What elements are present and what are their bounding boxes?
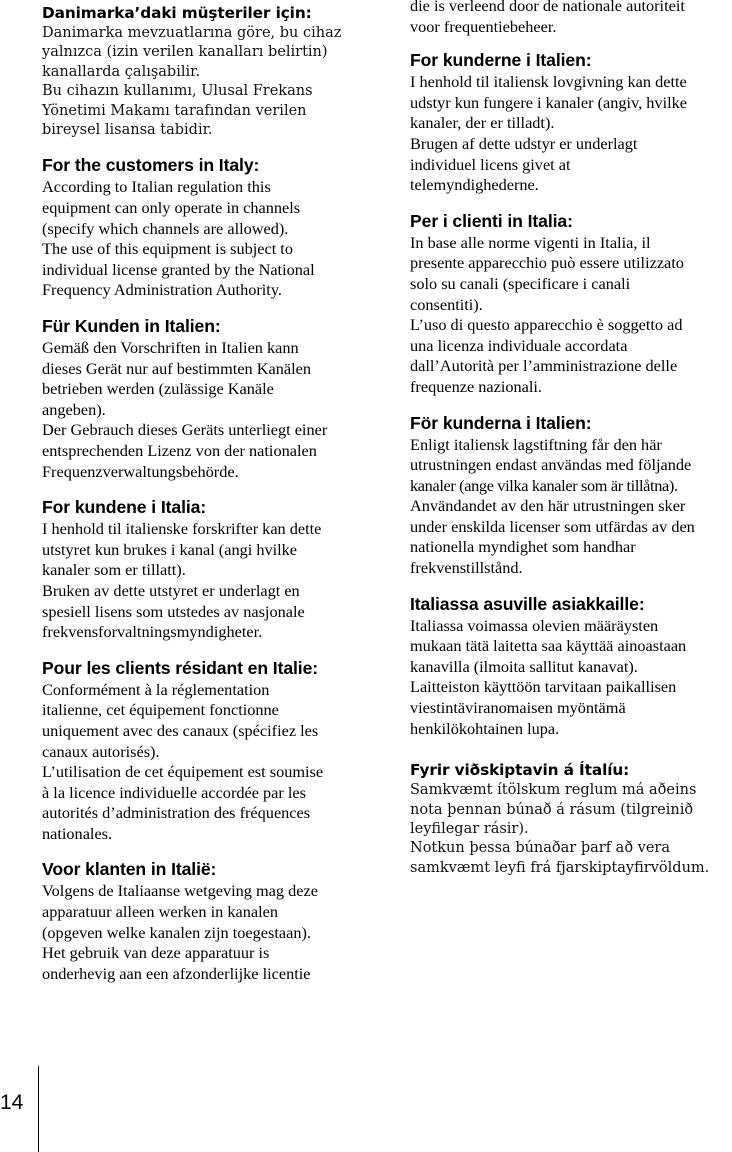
section-italy-fi	[410, 593, 732, 740]
body-line: viestintäviranomaisen myöntämä	[410, 698, 626, 718]
body-line: voor frequentiebeheer.	[410, 16, 557, 36]
section-title: For kunderne i Italien:	[410, 50, 592, 71]
body-line: henkilökohtainen lupa.	[410, 718, 560, 738]
section-title: Pour les clients résidant en Italie:	[42, 657, 319, 678]
body-line: nota þennan búnað á rásum (tilgreinið	[410, 801, 694, 818]
section-title: Per i clienti in Italia:	[410, 210, 573, 231]
section-italy-nl	[42, 858, 370, 984]
body-line: I henhold til italienske forskrifter kan dette	[42, 519, 322, 539]
body-line: spesiell lisens som utstedes av nasjonale	[42, 601, 305, 621]
body-line: utrustningen endast användas med följande	[410, 455, 692, 475]
body-line: consentiti).	[410, 294, 483, 314]
body-line: equipment can only operate in channels	[42, 198, 301, 218]
body-line: individuel licens givet at	[410, 154, 571, 174]
section-italy-nl-continued	[410, 0, 732, 37]
body-line: betrieben werden (zulässige Kanäle	[42, 379, 274, 399]
body-line: angeben).	[42, 399, 106, 419]
section-italy-is	[410, 761, 732, 878]
body-line: onderhevig aan een afzonderlijke licentie	[42, 963, 311, 983]
body-line: According to Italian regulation this	[42, 177, 271, 197]
body-line: Der Gebrauch dieses Geräts unterliegt einer	[42, 420, 328, 440]
body-line: à la licence individuelle accordée par les	[42, 782, 306, 802]
right-column	[410, 0, 732, 892]
section-title: Voor klanten in Italië:	[42, 859, 217, 880]
body-line: L’utilisation de cet équipement est soumise	[42, 762, 324, 782]
section-title: For the customers in Italy:	[42, 155, 260, 176]
body-line: Het gebruik van deze apparatuur is	[42, 943, 270, 963]
body-line: Danimarka mevzuatlarına göre, bu cihaz	[42, 25, 342, 41]
body-line: under enskilda licenser som utfärdas av den	[410, 516, 695, 536]
body-line: presente apparecchio può essere utilizzato	[410, 253, 684, 273]
body-line: frequenze nazionali.	[410, 376, 542, 396]
body-line: (specify which channels are allowed).	[42, 218, 289, 238]
body-line: apparatuur alleen werken in kanalen	[42, 902, 278, 922]
section-italy-da	[410, 49, 732, 196]
body-line: autorités d’administration des fréquences	[42, 803, 311, 823]
body-line: kanaler som er tillatt).	[42, 560, 186, 580]
body-line: Italiassa voimassa olevien määräysten	[410, 615, 659, 635]
body-line: Notkun þessa búnaðar þarf að vera	[410, 840, 671, 857]
body-line: utstyret kun brukes i kanal (angi hvilke	[42, 539, 298, 559]
body-line: udstyr kun fungere i kanaler (angiv, hvilke	[410, 92, 687, 112]
body-line: Frequency Administration Authority.	[42, 280, 282, 300]
body-line: yalnızca (izin verilen kanalları belirtin)	[42, 44, 328, 61]
body-line: Brugen af dette udstyr er underlagt	[410, 133, 638, 153]
body-line: mukaan tätä laitetta saa käyttää ainoastaan	[410, 636, 687, 656]
body-line: Bu cihazın kullanımı, Ulusal Frekans	[42, 83, 313, 100]
body-line: samkvæmt leyfi frá fjarskiptayfirvöldum.	[410, 859, 710, 876]
body-line: telemyndighederne.	[410, 175, 539, 195]
body-line: L’uso di questo apparecchio è soggetto ad	[410, 315, 683, 335]
body-line: The use of this equipment is subject to	[42, 239, 293, 259]
section-turkish	[42, 4, 370, 140]
body-line: (opgeven welke kanalen zijn toegestaan).	[42, 922, 311, 942]
body-line: kanaler, der er tilladt).	[410, 113, 555, 133]
left-column	[42, 0, 370, 998]
body-line: Gemäß den Vorschriften in Italien kann	[42, 338, 299, 357]
section-italy-en	[42, 154, 370, 301]
body-line: Enligt italiensk lagstiftning får den här	[410, 434, 662, 454]
body-line: leyfilegar rásir).	[410, 821, 529, 838]
body-line: uniquement avec des canaux (spécifiez les	[42, 720, 319, 740]
section-title: Italiassa asuville asiakkaille:	[410, 593, 645, 614]
body-line: nationella myndighet som handhar	[410, 537, 636, 557]
section-title: För kunderna i Italien:	[410, 412, 592, 433]
body-line: kanavilla (ilmoita sallitut kanavat).	[410, 656, 638, 676]
body-line: Bruken av dette utstyret er underlagt en	[42, 580, 300, 600]
section-title: Danimarka’daki müşteriler için:	[42, 4, 312, 22]
body-line: una licenza individuale accordata	[410, 335, 628, 355]
body-line: I henhold til italiensk lovgivning kan dette	[410, 72, 687, 92]
section-italy-fr	[42, 657, 370, 845]
section-title: For kundene i Italia:	[42, 497, 207, 518]
section-italy-sv	[410, 412, 732, 579]
body-line: entsprechenden Lizenz von der nationalen	[42, 440, 317, 460]
body-line: Frequenzverwaltungsbehörde.	[42, 461, 239, 481]
body-line: Yönetimi Makamı tarafından verilen	[42, 102, 307, 119]
body-line: kanaler (ange vilka kanaler som är tillåtna).	[410, 475, 678, 495]
section-italy-it	[410, 210, 732, 398]
body-line: Användandet av den här utrustningen sker	[410, 496, 686, 516]
section-title: Fyrir viðskiptavin á Ítalíu:	[410, 761, 630, 780]
section-title: Für Kunden in Italien:	[42, 316, 221, 336]
body-line: individual license granted by the National	[42, 259, 315, 279]
body-line: italienne, cet équipement fonctionne	[42, 700, 279, 720]
body-line: kanallarda çalışabilir.	[42, 63, 201, 80]
body-line: dieses Gerät nur auf bestimmten Kanälen	[42, 358, 311, 378]
body-line: frekvenstillstånd.	[410, 558, 523, 578]
page-number: 14	[0, 1091, 24, 1114]
body-line: die is verleend door de nationale autoriteit	[410, 0, 685, 15]
body-line: bireysel lisansa tabidir.	[42, 122, 213, 139]
body-line: Volgens de Italiaanse wetgeving mag deze	[42, 881, 318, 901]
body-line: nationales.	[42, 823, 113, 843]
body-line: frekvensforvaltningsmyndigheter.	[42, 622, 263, 642]
section-italy-no	[42, 496, 370, 643]
body-line: Samkvæmt ítölskum reglum má aðeins	[410, 782, 697, 799]
body-line: Conformément à la réglementation	[42, 679, 270, 699]
body-line: dall’Autorità per l’amministrazione delle	[410, 356, 678, 376]
body-line: solo su canali (specificare i canali	[410, 273, 631, 293]
section-italy-de	[42, 315, 370, 482]
gutter-rule	[38, 1066, 39, 1152]
body-line: Laitteiston käyttöön tarvitaan paikallisen	[410, 677, 677, 697]
body-line: canaux autorisés).	[42, 741, 160, 761]
body-line: In base alle norme vigenti in Italia, il	[410, 232, 651, 252]
